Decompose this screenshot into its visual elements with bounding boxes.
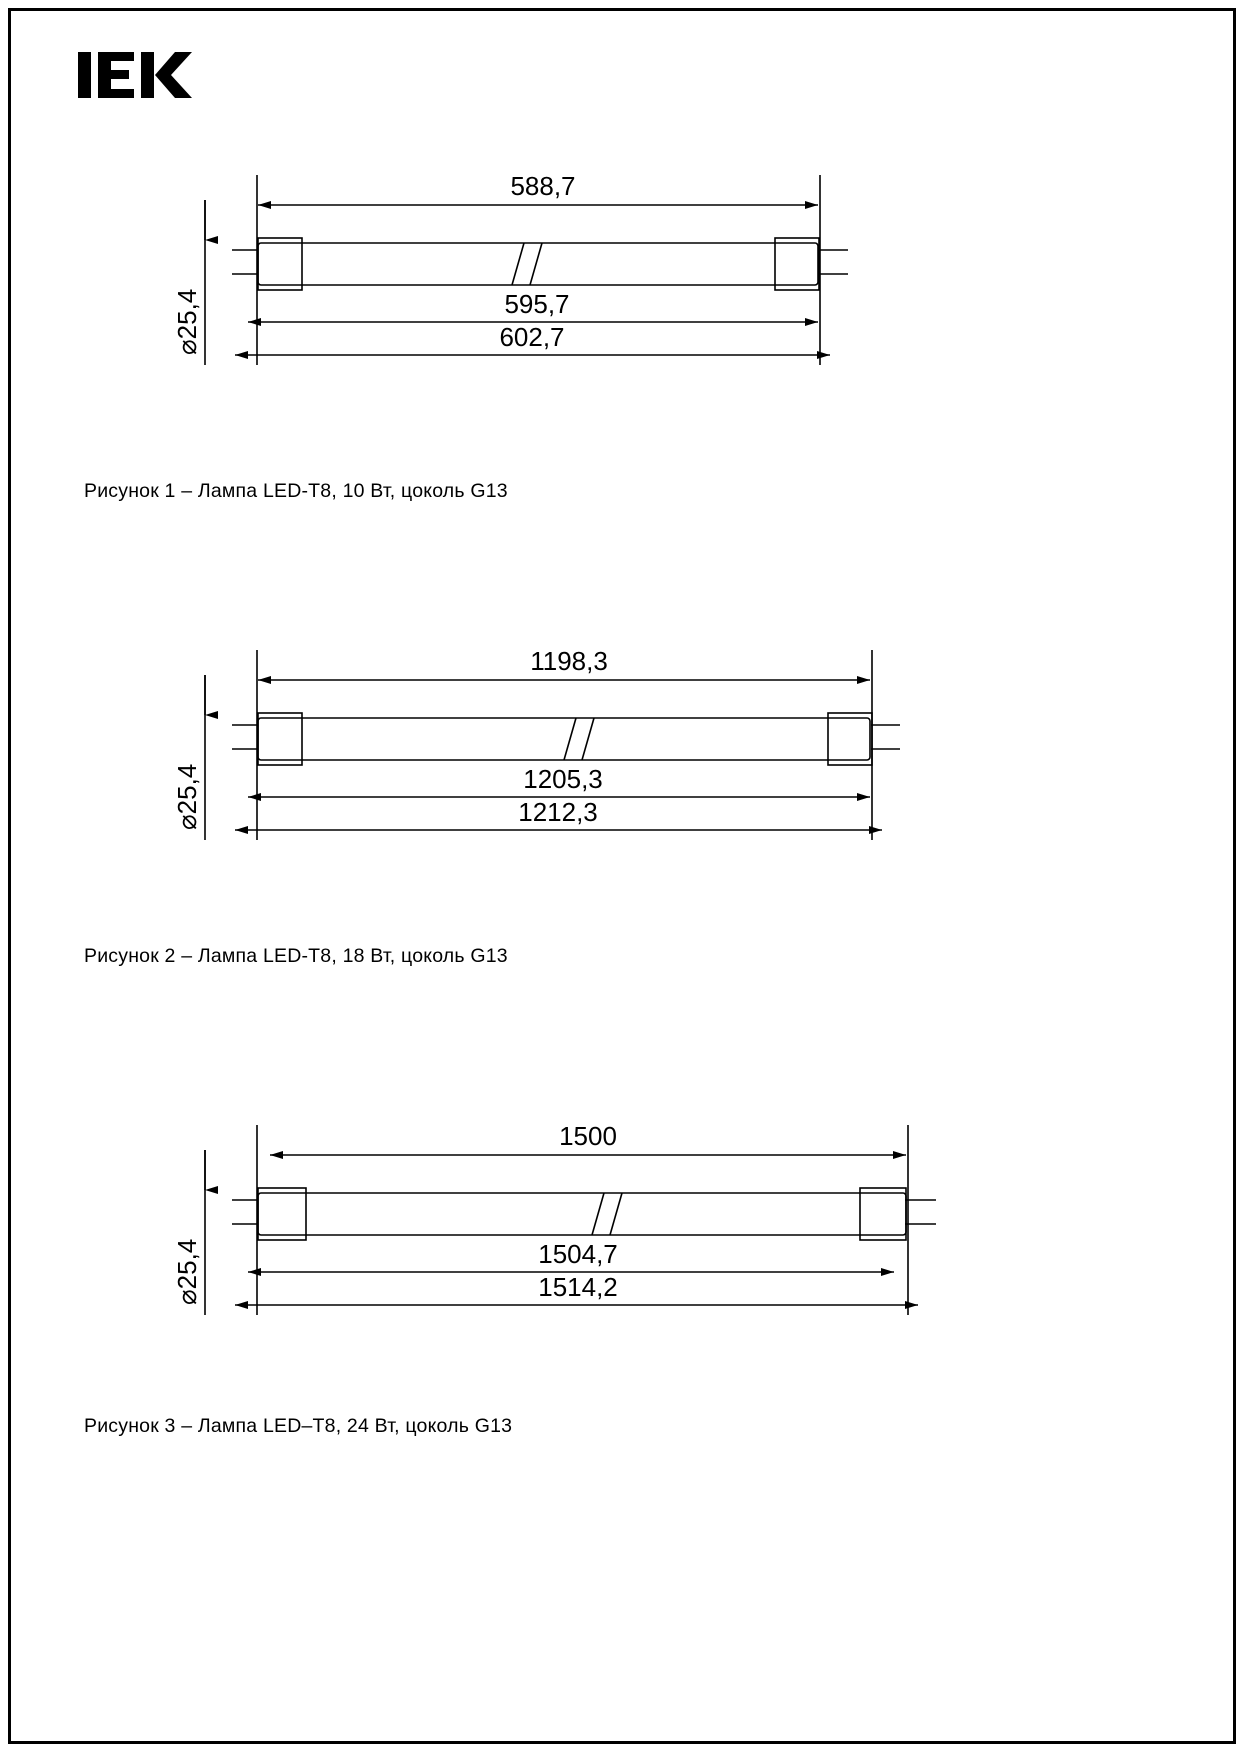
figure-2-dim-middle: 1205,3 — [523, 764, 603, 794]
figure-2-diameter-label: ⌀25,4 — [172, 763, 202, 830]
figure-1-dim-top: 588,7 — [510, 171, 576, 201]
figure-3 — [0, 1100, 1244, 1437]
figure-2 — [0, 625, 1244, 967]
figure-2-dim-top: 1198,3 — [530, 646, 608, 676]
figure-1-dim-middle: 595,7 — [504, 289, 570, 319]
figure-1-caption: Рисунок 1 – Лампа LED-T8, 10 Вт, цоколь G13 — [84, 480, 508, 502]
figure-2-dim-bottom: 1212,3 — [518, 797, 598, 827]
figure-2-caption: Рисунок 2 – Лампа LED-T8, 18 Вт, цоколь G13 — [84, 945, 508, 967]
figure-3-dim-top: 1500 — [559, 1121, 617, 1151]
figure-3-dim-middle: 1504,7 — [538, 1239, 618, 1269]
iek-logo — [78, 44, 198, 106]
figure-3-caption: Рисунок 3 – Лампа LED–T8, 24 Вт, цоколь G13 — [84, 1415, 513, 1437]
figure-3-dim-bottom: 1514,2 — [538, 1272, 618, 1302]
figure-1 — [0, 150, 1244, 502]
figure-3-diameter-label: ⌀25,4 — [172, 1238, 202, 1305]
figure-1-diameter-label: ⌀25,4 — [172, 288, 202, 355]
figure-1-dim-bottom: 602,7 — [499, 322, 565, 352]
